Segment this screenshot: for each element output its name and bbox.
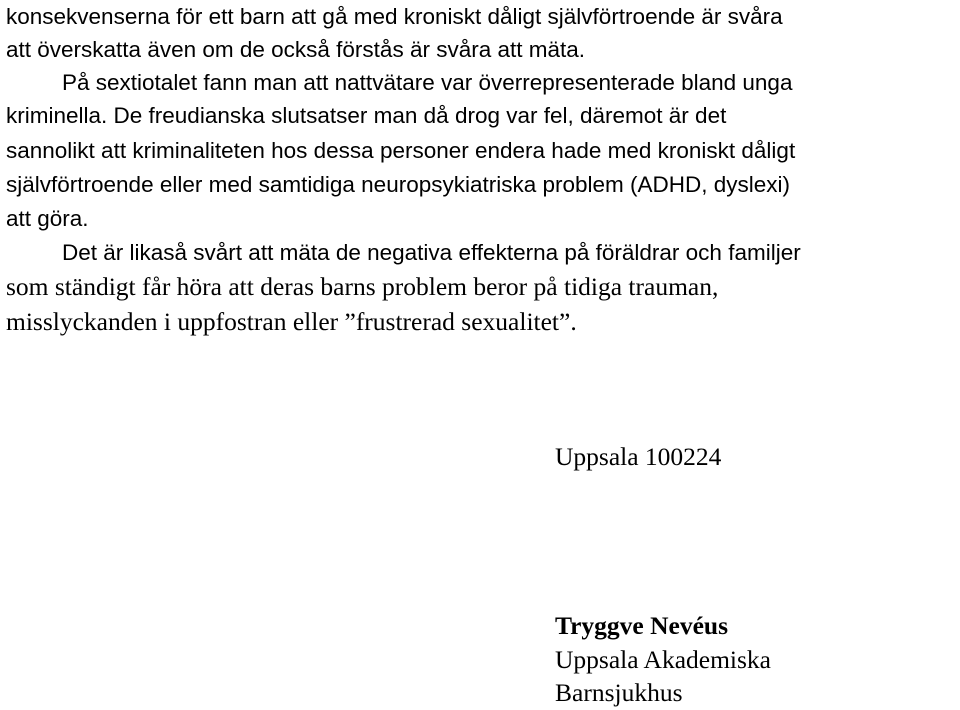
body-line-2: att överskatta även om de också förstås är svåra att mäta. [6,37,586,62]
place-date: Uppsala 100224 [555,442,722,471]
body-line-1: konsekvenserna för ett barn att gå med kroniskt dåligt självförtroende är svåra [6,4,783,29]
affiliation-line-1: Uppsala Akademiska [555,645,771,674]
body-line-7: att göra. [6,206,89,231]
body-line-3: På sextiotalet fann man att nattvätare var överrepresenterade bland unga [62,70,793,95]
author-name: Tryggve Nevéus [555,611,729,640]
body-line-9: som ständigt får höra att deras barns problem beror på tidiga trauman, [6,272,719,301]
body-line-8: Det är likaså svårt att mäta de negativa effekterna på föräldrar och familjer [62,240,801,265]
body-line-4: kriminella. De freudianska slutsatser man då drog var fel, däremot är det [6,103,727,128]
body-line-6: självförtroende eller med samtidiga neuropsykiatriska problem (ADHD, dyslexi) [6,172,791,197]
affiliation-line-2: Barnsjukhus [555,678,683,707]
body-line-10: misslyckanden i uppfostran eller ”frustrerad sexualitet”. [6,307,577,336]
body-line-5: sannolikt att kriminaliteten hos dessa personer endera hade med kroniskt dåligt [6,138,796,163]
